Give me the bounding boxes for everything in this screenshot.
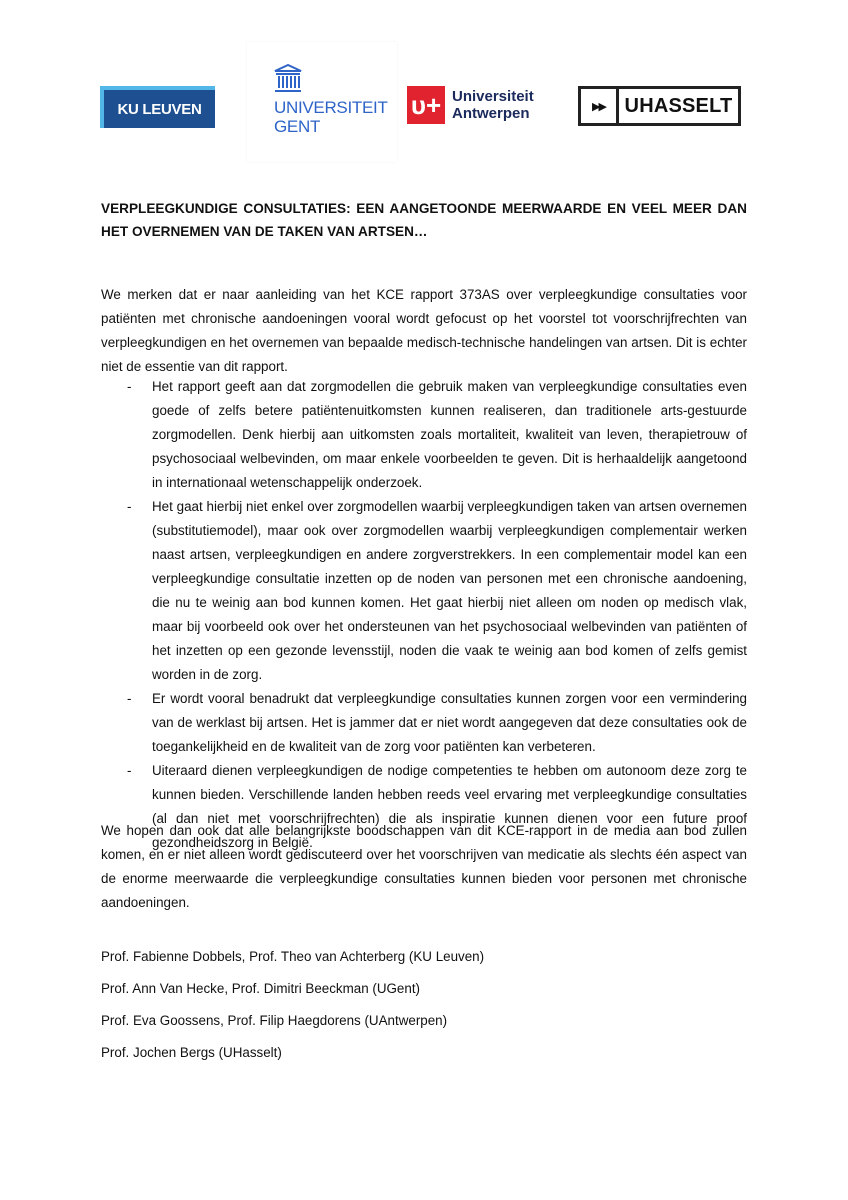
intro-paragraph: We merken dat er naar aanleiding van het KCE rapport 373AS over verpleegkundige consultaties voor patiënten met chronische aandoeningen vooral wordt gefocust op het voorstel tot voorschrijfrechten van verpleegkundigen en het overnemen van bepaalde medisch-technische handelingen van artsen. Dit is echter niet de essentie van dit rapport.: [101, 287, 747, 374]
uhasselt-logo-text: UHASSELT: [624, 94, 733, 117]
ugent-logo-line1: UNIVERSITEIT: [274, 98, 388, 117]
bullet-dash: -: [127, 379, 132, 394]
uantwerpen-logo: [452, 88, 534, 122]
ugent-logo-line2: GENT: [274, 117, 321, 136]
list-item-text: Uiteraard dienen verpleegkundigen de nodige competenties te hebben om autonoom deze zorg te kunnen bieden. Verschillende landen hebben reeds veel ervaring met verpleegkundige consultaties (al dan niet met voorschrijfrechten) die als inspiratie kunnen dienen voor een future proof gezondheidszorg in België.: [152, 763, 747, 850]
bullet-dash: -: [127, 691, 132, 706]
ugent-logo: [247, 42, 397, 162]
ku-leuven-logo-text: KU LEUVEN: [117, 100, 202, 118]
temple-icon: [274, 64, 302, 96]
bullet-list: [101, 375, 747, 855]
uhasselt-logo: [578, 86, 741, 126]
list-item-text: Er wordt vooral benadrukt dat verpleegkundige consultaties kunnen zorgen voor een vermindering van de werklast bij artsen. Het is jammer dat er niet wordt aangegeven dat deze consultaties ook de toegankelijkheid en de kwaliteit van de zorg voor patiënten kan verbeteren.: [152, 691, 747, 754]
ku-leuven-logo: [100, 86, 215, 128]
bullet-dash: -: [127, 763, 132, 778]
fast-forward-icon: ▶▶: [581, 89, 619, 123]
signature-line: Prof. Fabienne Dobbels, Prof. Theo van Achterberg (KU Leuven): [101, 949, 485, 964]
signature-line: Prof. Eva Goossens, Prof. Filip Haegdorens (UAntwerpen): [101, 1013, 448, 1028]
list-item: [101, 375, 747, 495]
bullet-dash: -: [127, 499, 132, 514]
logo-bar: [0, 40, 848, 170]
uantwerpen-logo-line2: Antwerpen: [452, 105, 530, 122]
uantwerpen-logo-line1: Universiteit: [452, 88, 534, 105]
list-item-text: Het rapport geeft aan dat zorgmodellen die gebruik maken van verpleegkundige consultaties even goede of zelfs betere patiëntenuitkomsten kunnen realiseren, dan traditionele arts-gestuurde zorgmodellen. Denk hierbij aan uitkomsten zoals mortaliteit, kwaliteit van leven, therapietrouw of psychosociaal welbevinden, om maar enkele voorbeelden te geven. Dit is herhaaldelijk aangetoond in internationaal wetenschappelijk onderzoek.: [152, 379, 747, 490]
signature-line: Prof. Jochen Bergs (UHasselt): [101, 1045, 282, 1060]
closing-paragraph: We hopen dan ook dat alle belangrijkste boodschappen van dit KCE-rapport in de media aan bod zullen komen, en er niet alleen wordt gediscuteerd over het voorschrijven van medicatie als slechts één aspect van de enorme meerwaarde die verpleegkundige consultaties kunnen bieden voor personen met chronische aandoeningen.: [101, 823, 747, 910]
list-item-text: Het gaat hierbij niet enkel over zorgmodellen waarbij verpleegkundigen taken van artsen overnemen (substitutiemodel), maar ook over zorgmodellen waarbij verpleegkundigen complementair werken naast artsen, verpleegkundigen en andere zorgverstrekkers. In een complementair model kan een verpleegkundige consultatie inzetten op de noden van personen met een chronische aandoening, die nu te weinig aan bod kunnen komen. Het gaat hierbij niet alleen om noden op medisch vlak, maar bij voorbeeld ook over het ondersteunen van het psychosociaal welbevinden van patiënten of het inzetten op een gezonde levensstijl, noden die vaak te weinig aan bod komen of zelfs gemist worden in de zorg.: [152, 499, 747, 682]
document-title: VERPLEEGKUNDIGE CONSULTATIES: EEN AANGETOONDE MEERWAARDE EN VEEL MEER DAN HET OVERNEMEN VAN DE TAKEN VAN ARTSEN…: [101, 201, 747, 239]
list-item: [101, 495, 747, 687]
uantwerpen-u-plus-icon: ᴜ+: [407, 86, 445, 124]
signature-line: Prof. Ann Van Hecke, Prof. Dimitri Beeckman (UGent): [101, 981, 421, 996]
list-item: [101, 687, 747, 759]
